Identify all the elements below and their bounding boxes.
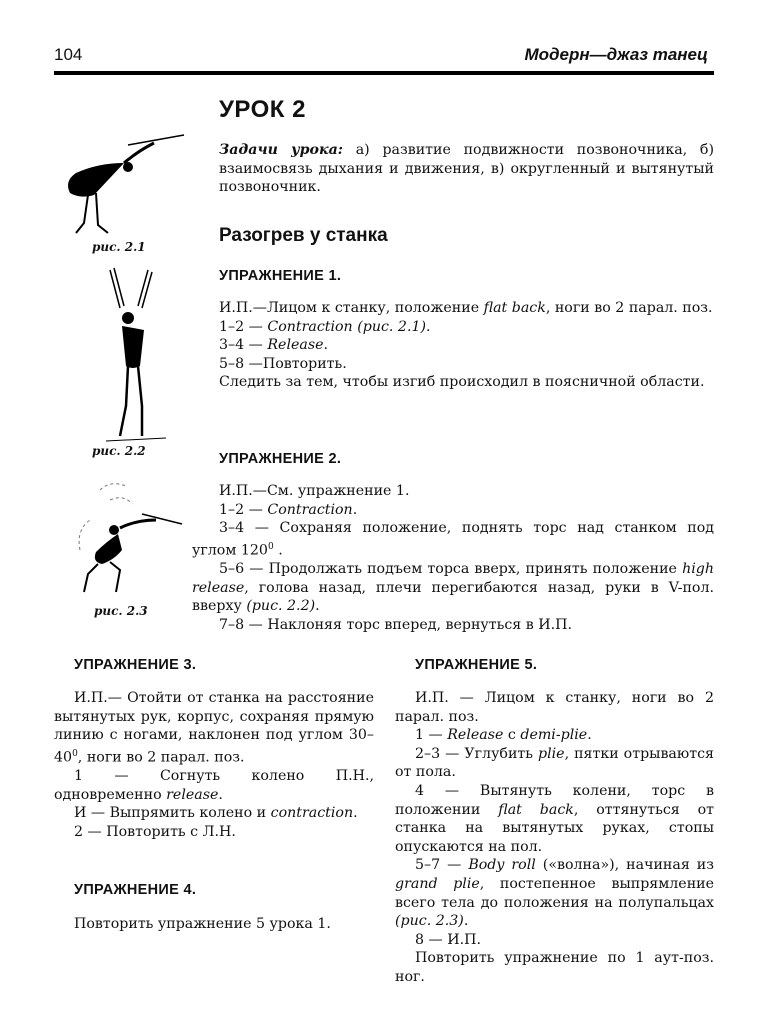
exercise-1-text: [219, 299, 714, 392]
ex2-line2a: 1–2 —: [219, 501, 268, 518]
ex2-line4c: , голова назад, плечи перегибаются назад, руки в V-пол. вверху: [192, 579, 714, 615]
ex3-line2b: release: [166, 786, 219, 803]
exercise-2-title: УПРАЖНЕНИЕ 2.: [219, 451, 342, 467]
figure-2-3-illustration: [70, 470, 190, 600]
ex2-line3-sup: 0: [267, 541, 274, 552]
ex1-line3a: 3–4 —: [219, 337, 268, 354]
ex3-line1a: И.П.— Отойти от станка на расстояние вытянутых рук, корпус, сохраняя прямую линию с ногами, наклонен под углом 30–40: [54, 690, 374, 766]
ex5-line2a: 1 —: [415, 727, 448, 744]
exercise-2-text-wide: [192, 519, 714, 634]
ex3-line3b: contraction: [270, 805, 354, 822]
ex1-line1a: И.П.—Лицом к станку, положение: [219, 300, 484, 316]
lesson-title: УРОК 2: [219, 96, 306, 123]
ex1-line2b: Contraction (рис. 2.1).: [267, 318, 431, 335]
header-rule: [54, 71, 714, 75]
ex3-line3c: .: [353, 805, 358, 822]
ex5-line5g: .: [463, 913, 469, 930]
ex5-line2c: с: [503, 727, 521, 744]
ex5-line5c: («волна»), начиная из: [535, 857, 714, 874]
running-title: Модерн—джаз танец: [524, 45, 708, 64]
exercise-2-text: [219, 482, 714, 519]
ex2-line2b: Contraction: [267, 501, 353, 518]
ex1-line1c: , ноги во 2 парал. поз.: [545, 300, 713, 316]
tasks-text: а) развитие подвижности позвоночника, б) взаимосвязь дыхания и движения, в) округленный и вытянутый позвоночник.: [219, 142, 714, 196]
ex3-line1-sup: 0: [72, 748, 78, 759]
ex2-line4e: .: [315, 598, 320, 615]
exercise-5-text: [395, 689, 714, 987]
figure-2-1-illustration: [58, 133, 186, 238]
ex1-line3c: .: [323, 337, 329, 354]
ex5-line5e: , постепенное выпрямление всего тела до положения на полупальцах: [395, 875, 714, 911]
ex2-line3: 3–4 — Сохраняя положение, поднять торс над станком под углом 120: [192, 520, 714, 559]
ex1-line4: 5–8 —Повторить.: [219, 355, 347, 372]
figure-2-2-caption: рис. 2.2: [92, 444, 146, 458]
exercise-3-title: УПРАЖНЕНИЕ 3.: [74, 657, 197, 673]
exercise-3-text: [54, 689, 374, 841]
ex5-line3b: plie: [538, 745, 565, 762]
ex3-line1b: , ноги во 2 парал. поз.: [77, 749, 245, 766]
ex1-line3b: Release: [267, 337, 324, 354]
ex5-line3c: , пятки отрываются от пола.: [395, 745, 714, 781]
ex2-line1: И.П.—См. упражнение 1.: [219, 483, 410, 499]
page-number: 104: [54, 45, 83, 64]
ex3-line2c: .: [218, 786, 223, 803]
ex5-line5a: 5–7 —: [415, 857, 469, 874]
exercise-1-title: УПРАЖНЕНИЕ 1.: [219, 268, 342, 284]
figure-2-2-illustration: [86, 266, 176, 446]
tasks-label: Задачи урока:: [219, 142, 343, 158]
ex4-line1: Повторить упражнение 5 урока 1.: [74, 916, 331, 932]
ex1-line2a: 1–2 —: [219, 318, 268, 335]
ex5-line2e: .: [587, 727, 592, 744]
exercise-4-title: УПРАЖНЕНИЕ 4.: [74, 882, 197, 898]
figure-2-1-caption: рис. 2.1: [92, 240, 146, 254]
page-header: [54, 43, 714, 73]
ex5-line4a: 4 — Вытянуть колени, торс в положении: [395, 782, 714, 818]
ex5-line5d: grand plie: [395, 875, 480, 892]
exercise-5-title: УПРАЖНЕНИЕ 5.: [415, 657, 538, 673]
ex3-line4: 2 — Повторить с Л.Н.: [74, 823, 236, 840]
ex5-line2d: demi-plie: [520, 727, 588, 744]
ex3-line3a: И — Выпрямить колено и: [74, 805, 271, 822]
ex1-line1b: flat back: [483, 300, 546, 316]
ex2-line4a: 5–6 — Продолжать подъем торса вверх, принять положение: [219, 560, 683, 577]
ex5-line5b: Body roll: [468, 857, 536, 874]
exercise-4-text: [74, 915, 374, 934]
section-title: Разогрев у станка: [219, 225, 388, 246]
figure-2-3-caption: рис. 2.3: [94, 604, 148, 618]
ex2-line4d: (рис. 2.2): [246, 598, 316, 615]
ex3-line2a: 1 — Согнуть колено П.Н., одновременно: [54, 768, 374, 803]
ex2-line2c: .: [352, 501, 358, 518]
ex5-line1: И.П. — Лицом к станку, ноги во 2 парал. поз.: [395, 690, 714, 725]
ex5-line7: Повторить упражнение по 1 аут-поз. ног.: [395, 950, 714, 985]
ex2-line5: 7–8 — Наклоняя торс вперед, вернуться в И.П.: [219, 616, 572, 633]
ex2-line3-end: .: [273, 542, 283, 559]
ex5-line2b: Release: [447, 727, 504, 744]
ex1-line5: Следить за тем, чтобы изгиб происходил в поясничной области.: [219, 374, 705, 391]
ex5-line4c: , оттянуться от станка на вытянутых руках, стопы опускаются на пол.: [395, 801, 714, 855]
ex5-line6: 8 — И.П.: [415, 931, 481, 948]
ex2-line4b: high release: [192, 560, 714, 596]
ex5-line3a: 2–3 — Углубить: [415, 745, 538, 762]
ex5-line5f: (рис. 2.3): [395, 913, 464, 930]
ex5-line4b: flat back: [498, 801, 574, 818]
lesson-tasks: [219, 141, 714, 197]
